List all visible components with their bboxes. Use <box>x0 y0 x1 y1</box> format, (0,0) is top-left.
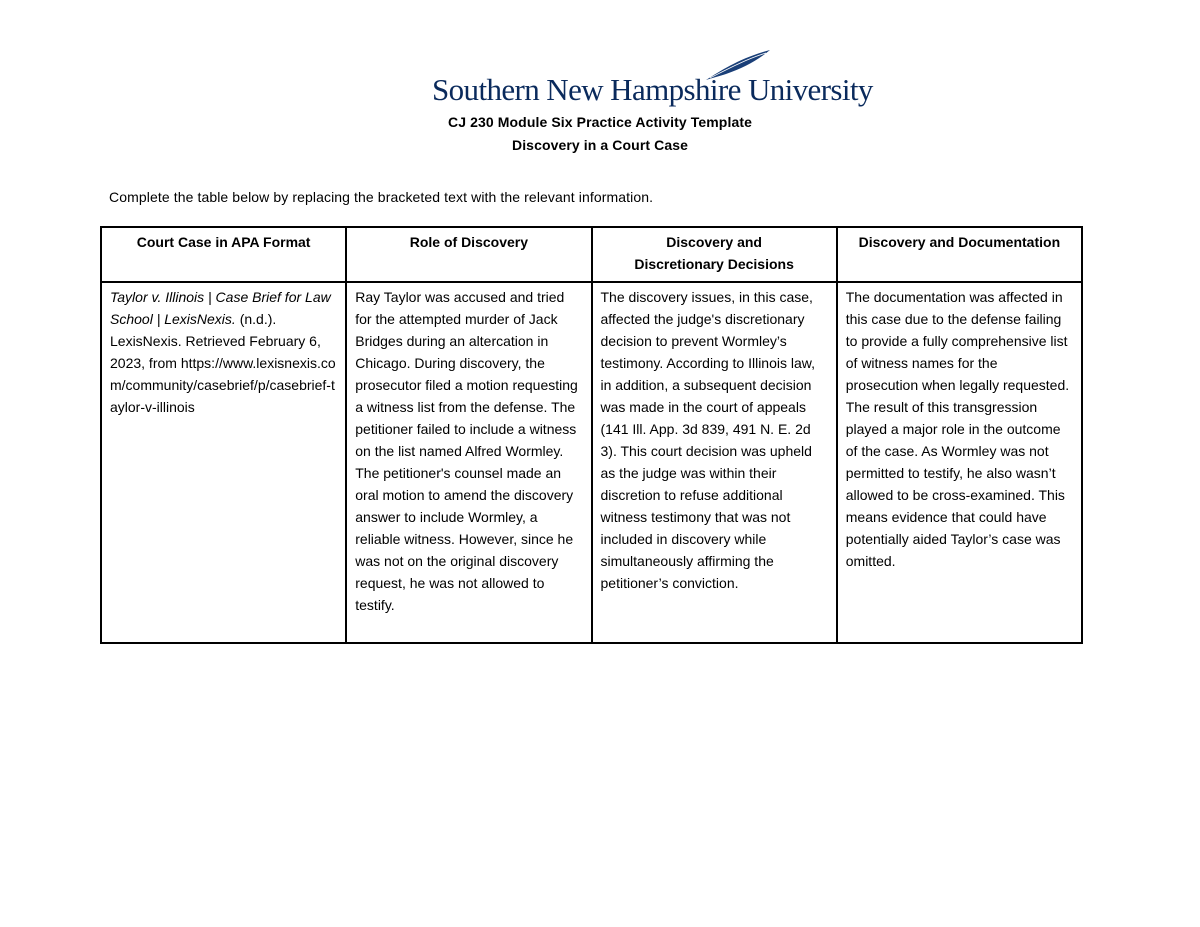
logo-text: Southern New Hampshire University <box>432 72 873 107</box>
role-of-discovery-cell: Ray Taylor was accused and tried for the attempted murder of Jack Bridges during an altercation in Chicago. During discovery, the prosecutor filed a motion requesting a witness list from the defense. The petitioner failed to include a witness on the list named Alfred Wormley. The petitioner's counsel made an oral motion to amend the discovery answer to include Wormley, a reliable witness. However, since he was not on the original discovery request, he was not allowed to testify. <box>346 282 591 643</box>
citation-cell <box>101 282 346 643</box>
university-logo <box>432 48 873 108</box>
header-discretionary-decisions-text: Discovery and Discretionary Decisions <box>634 234 794 272</box>
citation-details: (n.d.). LexisNexis. Retrieved February 6, 2023, from <box>110 311 321 371</box>
header-court-case: Court Case in APA Format <box>101 227 346 282</box>
document-title: CJ 230 Module Six Practice Activity Template <box>448 114 752 130</box>
header-documentation: Discovery and Documentation <box>837 227 1082 282</box>
documentation-cell: The documentation was affected in this case due to the defense failing to provide a fully comprehensive list of witness names for the prosecution when legally requested. The result of this transgression played a major role in the outcome of the case. As Wormley was not permitted to testify, he also wasn’t allowed to be cross-examined. This means evidence that could have potentially aided Taylor’s case was omitted. <box>837 282 1082 643</box>
table-header-row <box>101 227 1082 282</box>
document-subtitle: Discovery in a Court Case <box>511 137 688 153</box>
citation-url: https://www.lexisnexis.com/community/casebrief/p/casebrief-taylor-v-illinois <box>110 355 336 415</box>
header-role-of-discovery: Role of Discovery <box>346 227 591 282</box>
citation-title: Taylor v. Illinois | Case Brief for Law School | LexisNexis. <box>110 289 331 327</box>
case-table <box>100 226 1083 644</box>
header-discretionary-decisions <box>592 227 837 282</box>
instruction-text: Complete the table below by replacing the bracketed text with the relevant information. <box>109 189 654 205</box>
discretionary-decisions-cell: The discovery issues, in this case, affected the judge's discretionary decision to prevent Wormley’s testimony. According to Illinois law, in addition, a subsequent decision was made in the court of appeals (141 Ill. App. 3d 839, 491 N. E. 2d 3). This court decision was upheld as the judge was within their discretion to refuse additional witness testimony that was not included in discovery while simultaneously affirming the petitioner’s conviction. <box>592 282 837 643</box>
table-row <box>101 282 1082 643</box>
